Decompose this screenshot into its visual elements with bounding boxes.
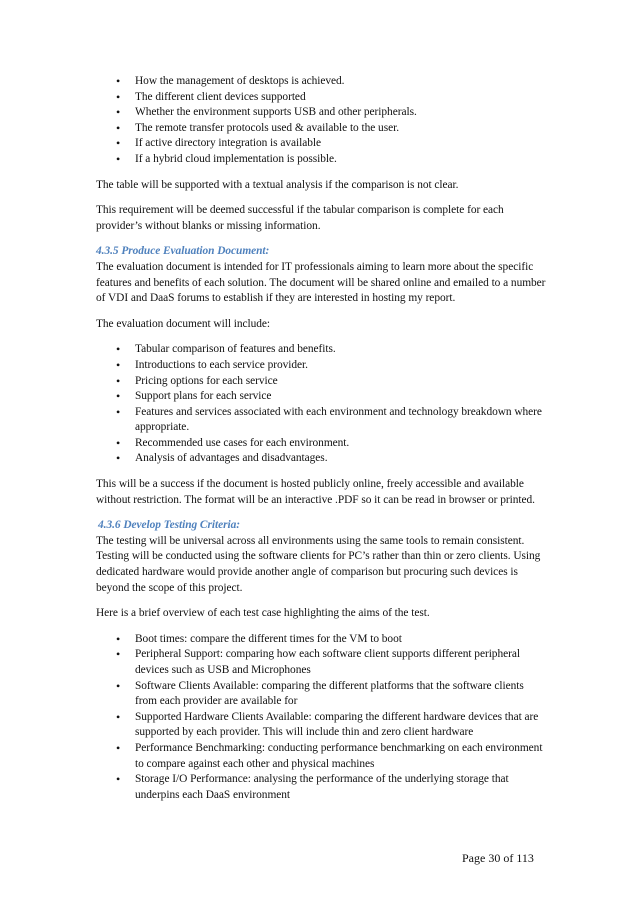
list-item: • Storage I/O Performance: analysing the performance of the underlying storage that underpins each DaaS environment	[96, 772, 546, 803]
list-item: • Pricing options for each service	[96, 374, 546, 390]
paragraph: The evaluation document will include:	[96, 317, 271, 330]
list-item: • The remote transfer protocols used & available to the user.	[96, 121, 546, 137]
paragraph: This requirement will be deemed successful if the tabular comparison is complete for each provider’s without blanks or missing information.	[96, 204, 504, 232]
list-item: • Recommended use cases for each environment.	[96, 436, 546, 452]
evaluation-contents-list	[96, 342, 546, 467]
list-item: • Whether the environment supports USB and other peripherals.	[96, 105, 546, 121]
test-cases-list	[96, 632, 546, 804]
section-heading: 4.3.6 Develop Testing Criteria:	[98, 519, 240, 532]
list-item: • Performance Benchmarking: conducting performance benchmarking on each environment to compare against each other and physical machines	[96, 741, 546, 772]
list-item: • Introductions to each service provider.	[96, 358, 546, 374]
list-item: • Support plans for each service	[96, 389, 546, 405]
list-item: • Features and services associated with each environment and technology breakdown where appropriate.	[96, 405, 546, 436]
paragraph: The evaluation document is intended for IT professionals aiming to learn more about the specific features and benefits of each solution. The document will be shared online and emailed to a number of VDI and DaaS forums to establish if they are interested in hosting my report.	[96, 260, 546, 305]
list-item: • If a hybrid cloud implementation is possible.	[96, 152, 546, 168]
page-number: Page 30 of 113	[462, 851, 534, 865]
list-item: • Peripheral Support: comparing how each software client supports different peripheral devices such as USB and Microphones	[96, 647, 546, 678]
comparison-criteria-list	[96, 74, 546, 168]
list-item: • Analysis of advantages and disadvantages.	[96, 451, 546, 467]
list-item: • Supported Hardware Clients Available: comparing the different hardware devices that are supported by each provider. This will include thin and zero client hardware	[96, 710, 546, 741]
list-item: • Boot times: compare the different times for the VM to boot	[96, 632, 546, 648]
list-item: • Tabular comparison of features and benefits.	[96, 342, 546, 358]
list-item: • Software Clients Available: comparing the different platforms that the software clients from each provider are available for	[96, 679, 546, 710]
list-item: • How the management of desktops is achieved.	[96, 74, 546, 90]
paragraph: The table will be supported with a textual analysis if the comparison is not clear.	[96, 178, 459, 191]
paragraph: The testing will be universal across all environments using the same tools to remain consistent. Testing will be conducted using the software clients for PC’s rather than thin or zero clients. Using dedicated hardware would provide another angle of comparison but procuring such devices is beyond the scope of this project.	[96, 534, 541, 594]
page-content	[96, 74, 546, 813]
section-heading: 4.3.5 Produce Evaluation Document:	[96, 245, 270, 258]
paragraph: This will be a success if the document is hosted publicly online, freely accessible and available without restriction. The format will be an interactive .PDF so it can be read in browser or printed.	[96, 478, 535, 506]
list-item: • The different client devices supported	[96, 90, 546, 106]
paragraph: Here is a brief overview of each test case highlighting the aims of the test.	[96, 607, 430, 620]
list-item: • If active directory integration is available	[96, 136, 546, 152]
